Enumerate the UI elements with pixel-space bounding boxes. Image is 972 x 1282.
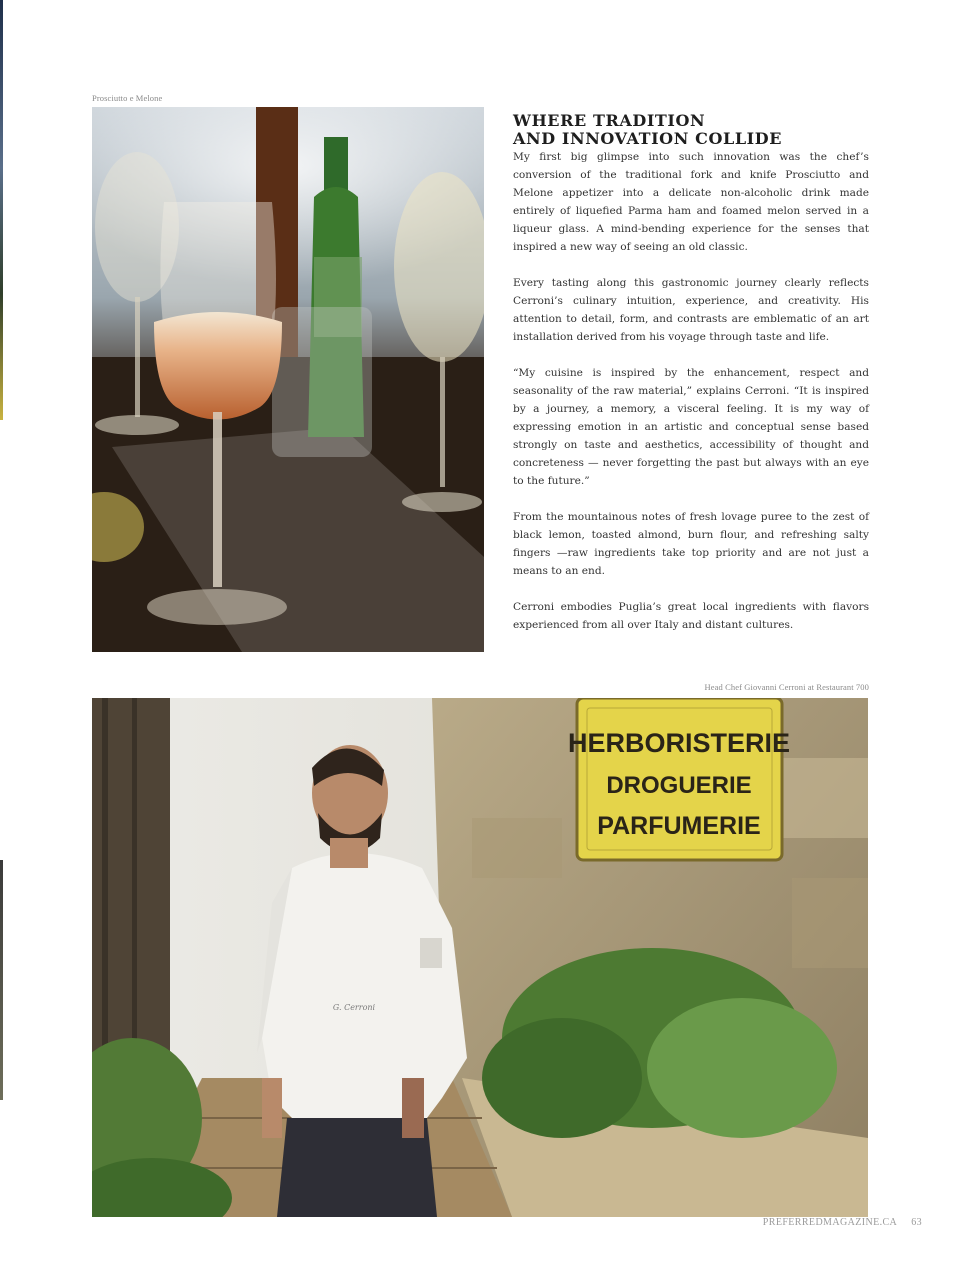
article-headline [513,112,869,148]
page-footer [763,1217,922,1228]
headline-line-2: AND INNOVATION COLLIDE [513,129,783,148]
page-edge-strip [0,0,3,420]
top-photo-caption: Prosciutto e Melone [92,93,163,103]
jacket-signature: G. Cerroni [332,1003,376,1012]
chef-photo [92,698,868,1217]
bottom-photo-caption: Head Chef Giovanni Cerroni at Restaurant 700 [704,682,869,692]
article-paragraph: Every tasting along this gastronomic journey clearly reflects Cerroni’s culinary intuition, experience, and creativity. His attention to detail, form, and contrasts are emblematic of an art installation derived from his voyage through taste and life. [513,277,869,343]
sign-line-1: HERBORISTERIE [567,728,791,758]
article-paragraph: Cerroni embodies Puglia’s great local ingredients with flavors experienced from all over Italy and distant cultures. [513,601,869,631]
sign-line-3: PARFUMERIE [597,812,761,840]
page-number: 63 [911,1217,922,1228]
headline-line-1: WHERE TRADITION [513,111,706,130]
page-edge-strip [0,860,3,1100]
magazine-site: PREFERREDMAGAZINE.CA [762,1217,898,1228]
article-paragraph: “My cuisine is inspired by the enhancement, respect and seasonality of the raw material,” explains Cerroni. “It is inspired by a journey, a memory, a visceral feeling. It is my way of expressing emotion in an artistic and conceptual sense based strongly on taste and aesthetics, accessibility of thought and concreteness — never forgetting the past but always with an eye to the future.” [513,367,869,487]
prosciutto-melone-photo [92,107,484,652]
article-paragraph: My first big glimpse into such innovation was the chef’s conversion of the traditional fork and knife Prosciutto and Melone appetizer into a delicate non-alcoholic drink made entirely of liquefied Parma ham and foamed melon served in a liqueur glass. A mind-bending experience for the senses that inspired a new way of seeing an old classic. [513,151,869,253]
article-paragraph: From the mountainous notes of fresh lovage puree to the zest of black lemon, toasted almond, burn flour, and refreshing salty fingers —raw ingredients take top priority and are not just a means to an end. [513,511,869,577]
sign-line-2: DROGUERIE [606,772,752,799]
article-column [513,112,869,652]
